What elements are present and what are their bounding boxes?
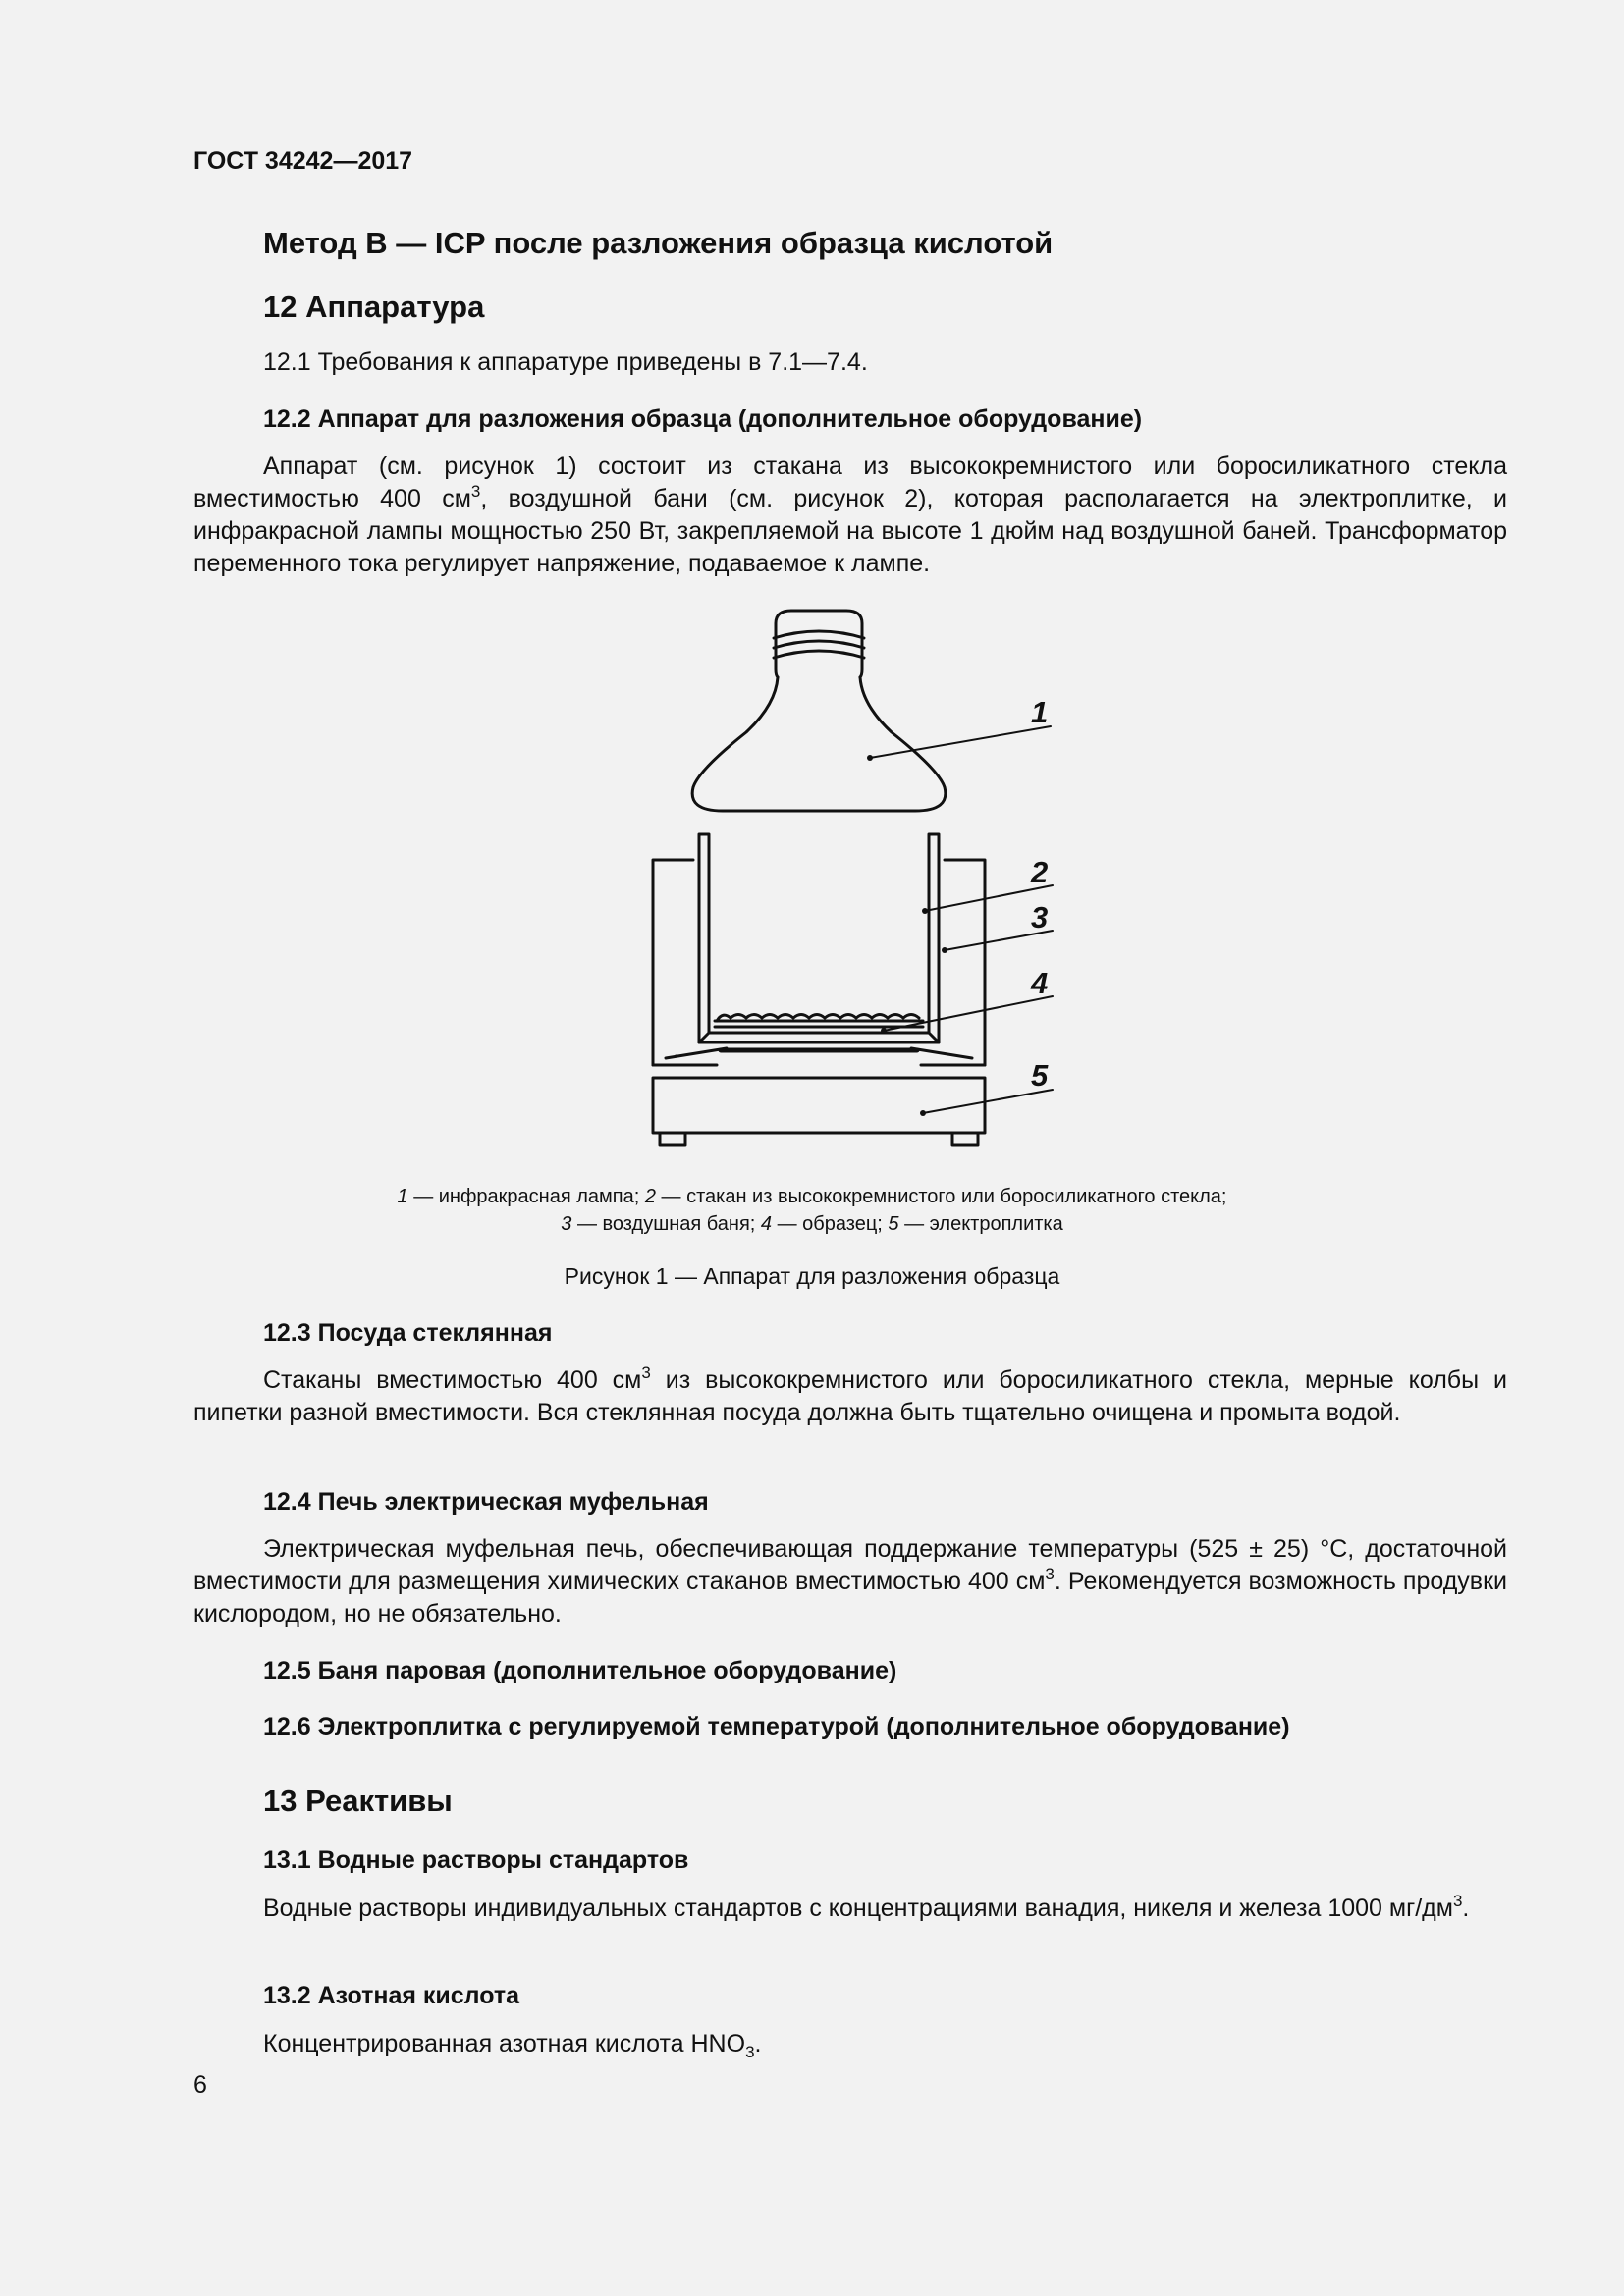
air-bath — [653, 860, 985, 1065]
sample — [715, 1015, 923, 1028]
clause-13-2-heading: 13.2 Азотная кислота — [263, 1982, 520, 2009]
clause-12-5-heading: 12.5 Баня паровая (дополнительное оборудование) — [263, 1657, 897, 1684]
clause-12-3-heading: 12.3 Посуда стеклянная — [263, 1319, 553, 1347]
figure-caption: Рисунок 1 — Аппарат для разложения образца — [564, 1263, 1060, 1289]
clause-12-3-text: Стаканы вместимостью 400 $см^3$ из высококремнистого или боросиликатного стекла, мерные колбы и пипетки разной вместимости. Вся стеклянная посуда должна быть тщательно очищена и промыта водой. — [193, 1363, 1507, 1426]
callout-3: 3 — [1031, 900, 1049, 934]
clause-13-2-text: Концентрированная азотная кислота $HNO_3$. — [263, 2030, 762, 2061]
callout-5: 5 — [1031, 1058, 1049, 1093]
callout-1: 1 — [1031, 695, 1049, 729]
figure-legend — [295, 1183, 1329, 1238]
infrared-lamp — [692, 611, 946, 811]
clause-12-1: 12.1 Требования к аппаратуре приведены в 7.1—7.4. — [263, 348, 868, 376]
clause-12-6-heading: 12.6 Электроплитка с регулируемой температурой (дополнительное оборудование) — [263, 1713, 1290, 1740]
method-title: Метод В — ICP после разложения образца кислотой — [263, 226, 1054, 260]
legend-line-2: 3 — воздушная баня; 4 — образец; 5 — электроплитка — [561, 1213, 1063, 1235]
clause-12-2-text: Аппарат (см. рисунок 1) состоит из стакана из высококремнистого или боросиликатного стекла вместимостью 400 $см^3$, воздушной бани (см. рисунок 2), которая располагается на электроплитке, и инфракрасной лампы мощностью 250 Вт, закрепляемой на высоте 1 дюйм над воздушной баней. Трансформатор переменного тока регулирует напряжение, подаваемое к лампе. — [193, 453, 1507, 577]
clause-12-4-heading: 12.4 Печь электрическая муфельная — [263, 1488, 709, 1516]
clause-12-2-heading: 12.2 Аппарат для разложения образца (дополнительное оборудование) — [263, 405, 1143, 433]
callout-4: 4 — [1031, 966, 1049, 1000]
clause-12-4-text: Электрическая муфельная печь, обеспечивающая поддержание температуры (525 ± 25) °С, достаточной вместимости для размещения химических стаканов вместимостью 400 $см^3$. Рекомендуется возможность продувки кислородом, но не обязательно. — [193, 1535, 1507, 1628]
beaker — [699, 834, 939, 1042]
section-13-heading: 13 Реактивы — [263, 1784, 453, 1818]
section-12-heading: 12 Аппаратура — [263, 290, 485, 324]
callout-2: 2 — [1031, 855, 1049, 889]
clause-13-1-text: Водные растворы индивидуальных стандартов с концентрациями ванадия, никеля и железа 1000 $мг/дм^3$. — [263, 1892, 1470, 1922]
apparatus-figure — [628, 599, 1080, 1158]
page-number: 6 — [193, 2071, 207, 2099]
legend-line-1: 1 — инфракрасная лампа; 2 — стакан из высококремнистого или боросиликатного стекла; — [397, 1186, 1227, 1207]
document-code: ГОСТ 34242—2017 — [193, 147, 413, 175]
clause-13-1-heading: 13.1 Водные растворы стандартов — [263, 1846, 689, 1874]
